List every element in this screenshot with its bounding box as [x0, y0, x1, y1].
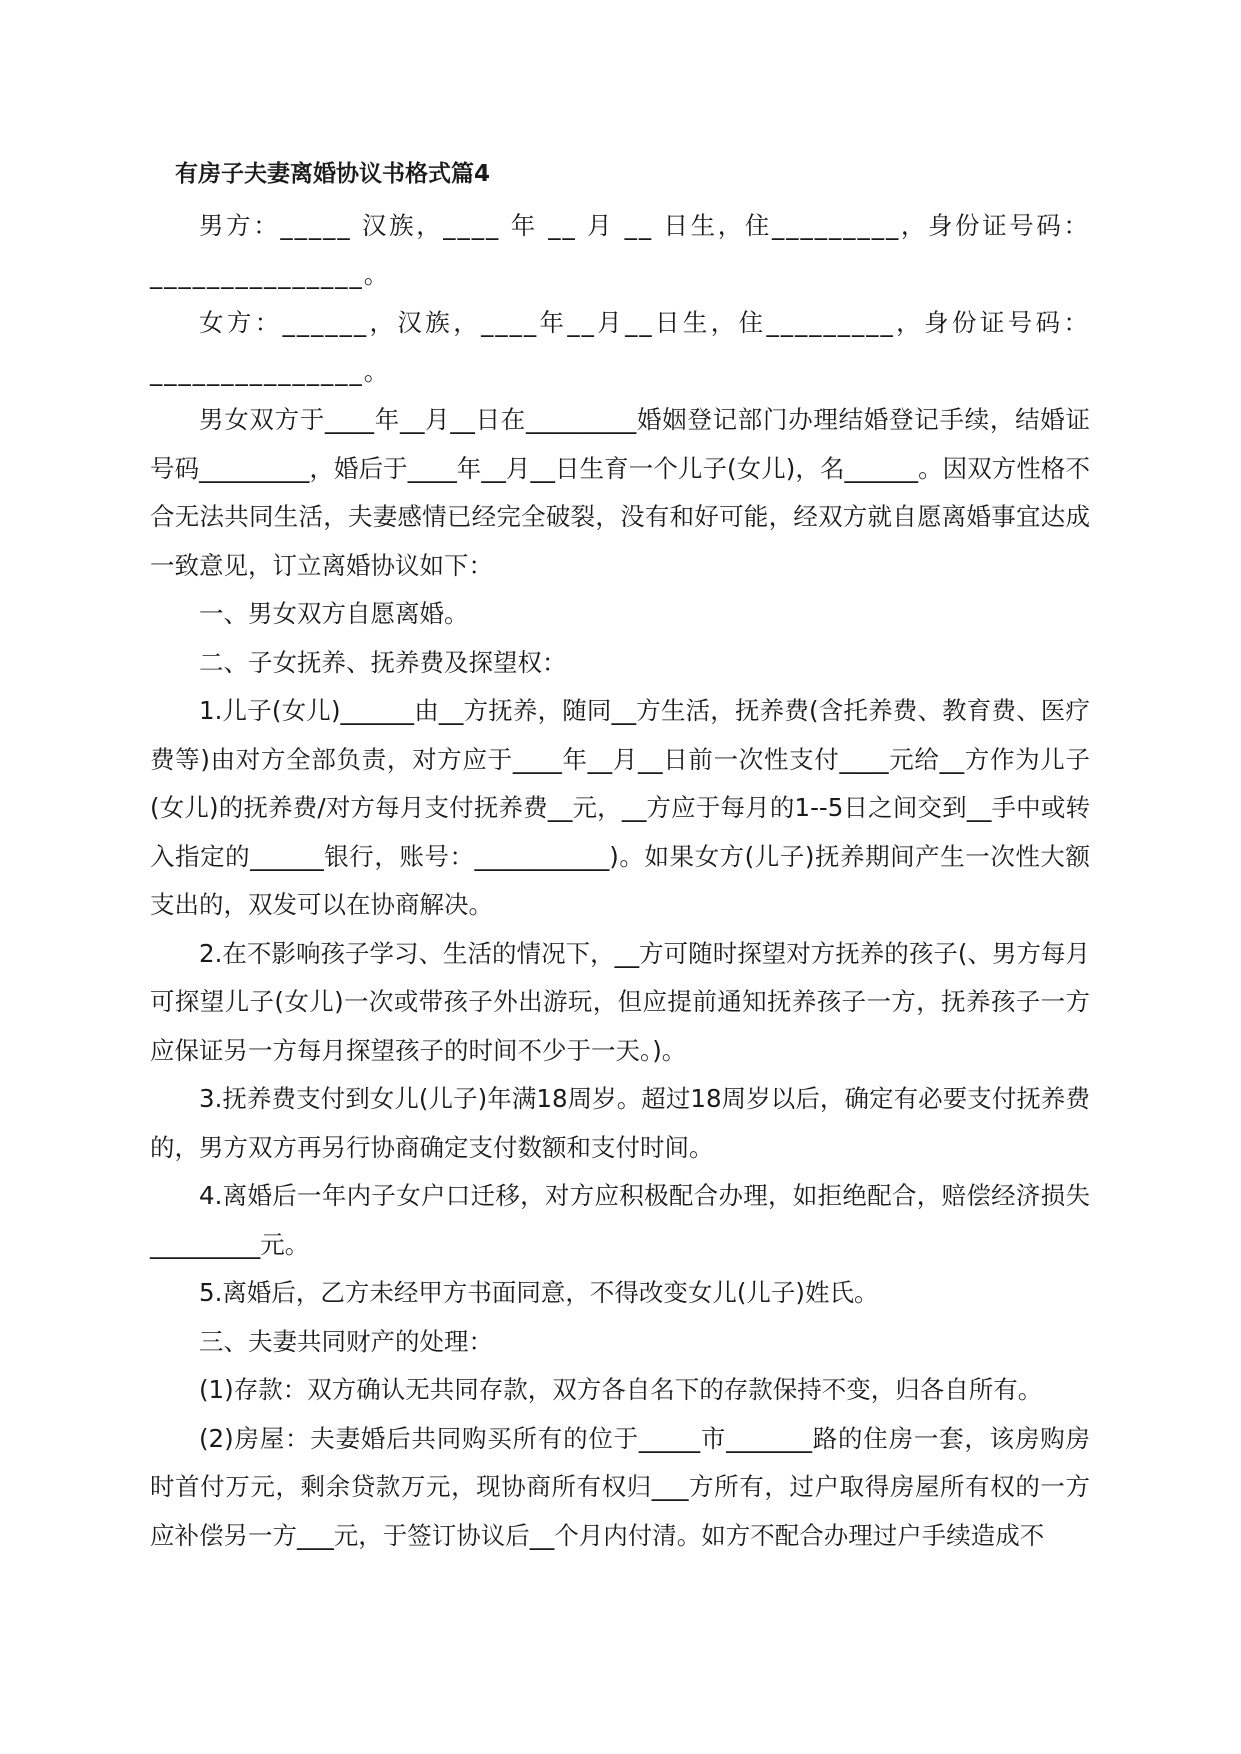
female-party-paragraph: 女方：______，汉族，____年__月__日生，住_________，身份证号码：_______________。	[150, 308, 1090, 386]
clause-voluntary-divorce: 一、男女双方自愿离婚。	[199, 599, 469, 628]
marriage-background-paragraph: 男女双方于____年__月__日在_________婚姻登记部门办理结婚登记手续，结婚证号码_________，婚后于____年__月__日生育一个儿子(女儿)，名______。因双方性格不合无法共同生活，夫妻感情已经完全破裂，没有和好可能，经双方就自愿离婚事宜达成一致意见，订立离婚协议如下：	[150, 405, 1090, 580]
clause-visitation: 2.在不影响孩子学习、生活的情况下，__方可随时探望对方抚养的孩子(、男方每月可探望儿子(女儿)一次或带孩子外出游玩，但应提前通知抚养孩子一方，抚养孩子一方应保证另一方每月探望孩子的时间不少于一天。)。	[150, 938, 1090, 1065]
clause-property-heading: 三、夫妻共同财产的处理：	[199, 1326, 493, 1356]
clause-surname: 5.离婚后，乙方未经甲方书面同意，不得改变女儿(儿子)姓氏。	[199, 1278, 879, 1307]
clause-child-custody-heading: 二、子女抚养、抚养费及探望权：	[199, 647, 567, 677]
clause-deposits: (1)存款：双方确认无共同存款，双方各自名下的存款保持不变，归各自所有。	[199, 1375, 1043, 1404]
clause-household-registration: 4.离婚后一年内子女户口迁移，对方应积极配合办理，如拒绝配合，赔偿经济损失_________元。	[150, 1181, 1090, 1259]
document-body	[150, 202, 1090, 1560]
male-party-paragraph: 男方：_____ 汉族，____ 年 __ 月 __ 日生，住_________，身份证号码：_______________。	[150, 211, 1090, 289]
clause-support-duration: 3.抚养费支付到女儿(儿子)年满18周岁。超过18周岁以后，确定有必要支付抚养费的，男方双方再另行协商确定支付数额和支付时间。	[150, 1084, 1090, 1162]
clause-child-support: 1.儿子(女儿)______由__方抚养，随同__方生活，抚养费(含托养费、教育费、医疗费等)由对方全部负责，对方应于____年__月__日前一次性支付____元给__方作为儿子(女儿)的抚养费/对方每月支付抚养费__元，__方应于每月的1--5日之间交到__手中或转入指定的______银行，账号：___________)。如果女方(儿子)抚养期间产生一次性大额支出的，双发可以在协商解决。	[150, 696, 1090, 919]
document-title: 有房子夫妻离婚协议书格式篇4	[175, 161, 491, 187]
clause-house: (2)房屋：夫妻婚后共同购买所有的位于_____市_______路的住房一套，该房购房时首付万元，剩余贷款万元，现协商所有权归___方所有，过户取得房屋所有权的一方应补偿另一方___元，于签订协议后__个月内付清。如方不配合办理过户手续造成不	[150, 1423, 1090, 1550]
